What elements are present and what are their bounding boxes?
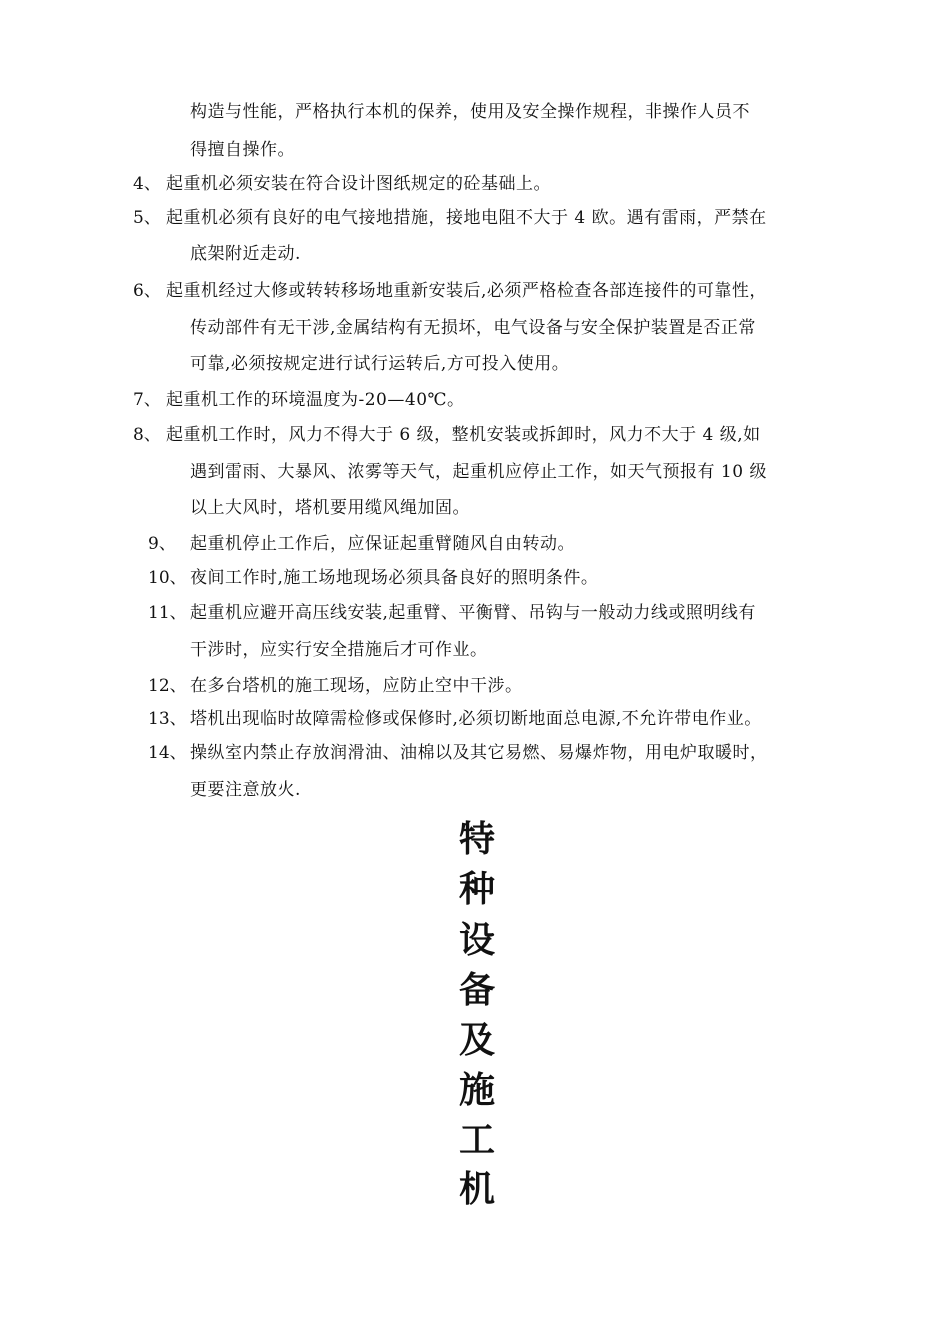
list-item-text: 操纵室内禁止存放润滑油、油棉以及其它易燃、易爆炸物，用电炉取暖时， (190, 743, 768, 763)
vertical-title-char: 及 (458, 1019, 495, 1061)
list-item-text: 起重机经过大修或转转移场地重新安装后,必须严格检查各部连接件的可靠性， (166, 281, 767, 301)
list-item-text: 在多台塔机的施工现场，应防止空中干涉。 (190, 676, 523, 696)
list-item-text: 以上大风时，塔机要用缆风绳加固。 (190, 498, 470, 518)
list-item-number: 10、 (148, 568, 187, 588)
vertical-title-char: 机 (458, 1168, 495, 1210)
list-item-number: 4、 (133, 174, 161, 194)
list-item-number: 7、 (133, 390, 161, 410)
list-item-number: 8、 (133, 425, 161, 445)
list-item-text: 起重机工作时，风力不得大于 6 级，整机安装或拆卸时，风力不大于 4 级,如 (166, 425, 761, 445)
list-item-number: 9、 (148, 534, 176, 554)
list-item-number: 12、 (148, 676, 187, 696)
vertical-title-char: 种 (458, 868, 495, 910)
list-item-number: 13、 (148, 709, 187, 729)
list-item-text: 起重机工作的环境温度为-20—40℃。 (166, 390, 465, 410)
paragraph-line: 构造与性能，严格执行本机的保养，使用及安全操作规程，非操作人员不 (190, 102, 750, 122)
list-item-text: 底架附近走动. (190, 244, 301, 264)
list-item-text: 遇到雷雨、大暴风、浓雾等天气，起重机应停止工作，如天气预报有 10 级 (190, 462, 767, 482)
paragraph-line: 得擅自操作。 (190, 140, 295, 160)
list-item-number: 6、 (133, 281, 161, 301)
list-item-text: 起重机必须安装在符合设计图纸规定的砼基础上。 (166, 174, 551, 194)
list-item-text: 夜间工作时,施工场地现场必须具备良好的照明条件。 (190, 568, 599, 588)
list-item-text: 起重机应避开高压线安装,起重臂、平衡臂、吊钩与一般动力线或照明线有 (190, 603, 756, 623)
vertical-title-char: 备 (458, 969, 495, 1011)
list-item-text: 干涉时，应实行安全措施后才可作业。 (190, 640, 488, 660)
list-item-number: 5、 (133, 208, 161, 228)
vertical-title-char: 工 (458, 1119, 495, 1161)
list-item-number: 14、 (148, 743, 187, 763)
list-item-number: 11、 (148, 603, 187, 623)
vertical-title-char: 施 (458, 1069, 495, 1111)
list-item-text: 塔机出现临时故障需检修或保修时,必须切断地面总电源,不允许带电作业。 (190, 709, 762, 729)
list-item-text: 传动部件有无干涉,金属结构有无损坏，电气设备与安全保护装置是否正常 (190, 318, 756, 338)
list-item-text: 可靠,必须按规定进行试行运转后,方可投入使用。 (190, 354, 570, 374)
vertical-title-char: 设 (458, 919, 495, 961)
list-item-text: 起重机必须有良好的电气接地措施，接地电阻不大于 4 欧。遇有雷雨，严禁在 (166, 208, 767, 228)
list-item-text: 起重机停止工作后，应保证起重臂随风自由转动。 (190, 534, 575, 554)
list-item-text: 更要注意放火. (190, 780, 301, 800)
vertical-title-char: 特 (458, 818, 495, 860)
